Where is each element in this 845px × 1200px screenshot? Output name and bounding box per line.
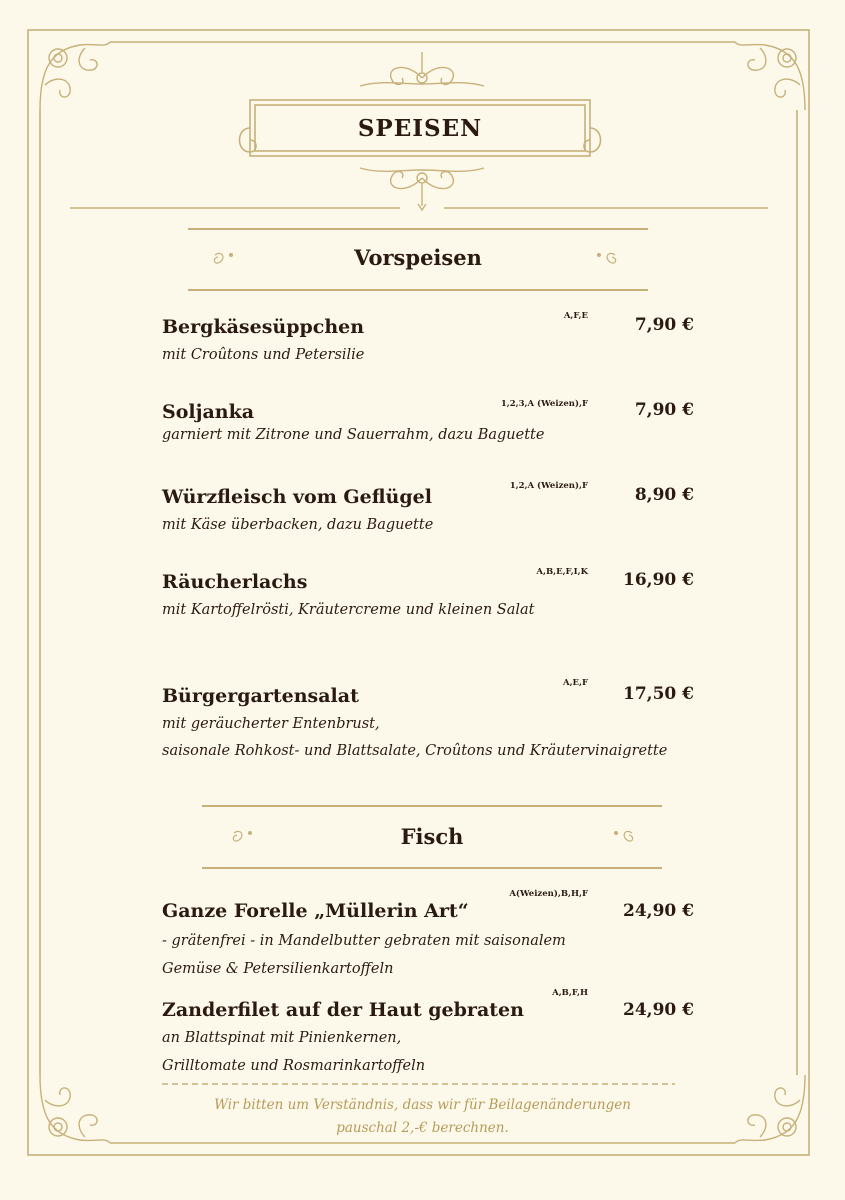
section-title-vorspeisen: Vorspeisen (354, 245, 482, 270)
item-allergens: A,B,E,F,I,K (536, 567, 588, 577)
footer-note (100, 1094, 745, 1140)
item-price: 7,90 € (634, 315, 694, 335)
item-description: mit geräucherter Entenbrust, (162, 716, 380, 732)
item-description: mit Croûtons und Petersilie (162, 347, 365, 363)
item-description: an Blattspinat mit Pinienkernen, (162, 1030, 402, 1046)
item-name: Bürgergartensalat (162, 685, 359, 707)
crest-ornament-bottom (70, 168, 768, 210)
menu-item (162, 678, 702, 764)
item-price: 8,90 € (634, 485, 694, 505)
menu-item (162, 481, 702, 535)
item-name: Bergkäsesüppchen (162, 316, 365, 338)
menu-item (162, 567, 702, 620)
corner-ornament-top-right (735, 42, 805, 110)
item-allergens: A(Weizen),B,H,F (509, 889, 588, 899)
item-allergens: A,E,F (562, 678, 588, 688)
footer-line-2: pauschal 2,-€ berechnen. (336, 1120, 509, 1136)
corner-ornament-top-left (40, 42, 110, 110)
item-price: 24,90 € (623, 901, 694, 921)
item-name: Soljanka (162, 401, 255, 423)
page-title: SPEISEN (357, 114, 483, 142)
item-allergens: 1,2,3,A (Weizen),F (500, 399, 588, 409)
item-description: Gemüse & Petersilienkartoffeln (162, 961, 394, 977)
item-price: 17,50 € (623, 684, 694, 704)
item-allergens: A,B,F,H (552, 988, 588, 998)
item-name: Ganze Forelle „Müllerin Art“ (162, 900, 469, 922)
item-description: mit Kartoffelrösti, Kräutercreme und kleinen Salat (162, 602, 535, 618)
item-name: Räucherlachs (162, 571, 308, 593)
item-price: 7,90 € (634, 400, 694, 420)
item-description: mit Käse überbacken, dazu Baguette (162, 517, 434, 533)
menu-item (162, 988, 702, 1078)
item-allergens: A,F,E (563, 311, 588, 321)
item-description: garniert mit Zitrone und Sauerrahm, dazu Baguette (162, 427, 545, 443)
footer-line-1: Wir bitten um Verständnis, dass wir für Beilagenänderungen (214, 1097, 631, 1113)
menu-item (162, 311, 702, 375)
item-description: saisonale Rohkost- und Blattsalate, Croûtons und Kräutervinaigrette (162, 743, 668, 759)
item-name: Zanderfilet auf der Haut gebraten (162, 999, 524, 1021)
item-description: Grilltomate und Rosmarinkartoffeln (162, 1058, 426, 1074)
item-price: 24,90 € (623, 1000, 694, 1020)
menu-item (162, 400, 702, 450)
section-title-fisch: Fisch (400, 824, 464, 849)
crest-ornament-top (360, 52, 484, 86)
item-price: 16,90 € (623, 570, 694, 590)
item-description: - grätenfrei - in Mandelbutter gebraten mit saisonalem (162, 933, 566, 949)
corner-ornament-bottom-right (735, 1075, 805, 1143)
menu-item (162, 889, 702, 979)
item-name: Würzfleisch vom Geflügel (162, 486, 432, 508)
item-allergens: 1,2,A (Weizen),F (509, 481, 588, 491)
